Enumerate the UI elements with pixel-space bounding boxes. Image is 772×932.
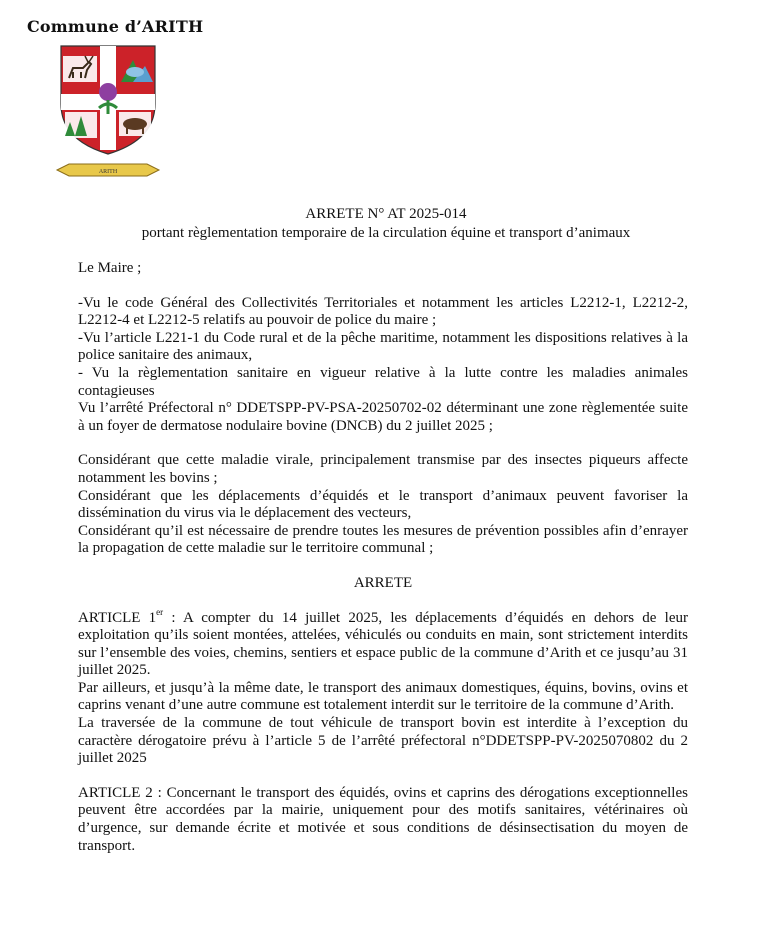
decree-body bbox=[78, 260, 688, 855]
considerant-item: Considérant que cette maladie virale, principalement transmise par des insectes piqueurs affecte notamment les bovins ; bbox=[78, 452, 688, 486]
article-2-text: : Concernant le transport des équidés, ovins et caprins des dérogations exceptionnelles peuvent être accordées par la mairie, uniquement pour des motifs sanitaires, vétérinaires où d’urgence, sur demande écrite et motivée et sous conditions de désinsectisation du moyen de transport. bbox=[78, 784, 688, 854]
arrete-heading: ARRETE bbox=[353, 574, 413, 591]
commune-name: Commune d’ARITH bbox=[27, 17, 204, 36]
decree-number: ARRETE N° AT 2025-014 bbox=[305, 206, 467, 222]
vu-item: Vu l’arrêté Préfectoral n° DDETSPP-PV-PSA-20250702-02 déterminant une zone règlementée suite à un foyer de dermatose nodulaire bovine (DNCB) du 2 juillet 2025 ; bbox=[78, 400, 688, 434]
article-1-sup: er bbox=[156, 606, 164, 617]
article-2 bbox=[78, 785, 688, 855]
coat-of-arms-image bbox=[55, 42, 161, 182]
article-1-paragraph-2: Par ailleurs, et jusqu’à la même date, le transport des animaux domestiques, équins, bovins, ovins et caprins venant d’une autre commune est totalement interdit sur le territoire de la commune d’Arith. bbox=[78, 679, 688, 714]
vu-item: -Vu l’article L221-1 du Code rural et de la pêche maritime, notamment les dispositions relatives à la police sanitaire des animaux, bbox=[78, 329, 688, 364]
mayor-line: Le Maire ; bbox=[78, 260, 142, 276]
article-1-label: ARTICLE 1 bbox=[78, 609, 157, 626]
considerant-item: Considérant qu’il est nécessaire de prendre toutes les mesures de prévention possibles afin d’enrayer la propagation de cette maladie sur le territoire communal ; bbox=[78, 522, 688, 557]
article-1 bbox=[78, 606, 688, 680]
article-1-paragraph-3: La traversée de la commune de tout véhicule de transport bovin est interdite à l’exception du caractère dérogatoire prévu à l’article 5 de l’arrêté préfectoral n°DDETSPP-PV-2025070802 du 2 juillet 2025 bbox=[78, 715, 688, 767]
considerant-item: Considérant que les déplacements d’équidés et le transport d’animaux peuvent favoriser la dissémination du virus via le déplacement des vecteurs, bbox=[78, 487, 688, 522]
vu-item: - Vu la règlementation sanitaire en vigueur relative à la lutte contre les maladies animales contagieuses bbox=[78, 364, 688, 399]
decree-title bbox=[0, 205, 772, 243]
decree-subject: portant règlementation temporaire de la circulation équine et transport d’animaux bbox=[141, 225, 631, 241]
article-2-label: ARTICLE 2 bbox=[78, 784, 153, 801]
article-1-text: : A compter du 14 juillet 2025, les déplacements d’équidés en dehors de leur exploitation qu’ils soient montées, attelées, véhiculés ou conduits en main, sont strictement interdits sur l’ensemble des voies, chemins, sentiers et espace public de la commune d’Arith et ce jusqu’au 31 juillet 2025. bbox=[78, 609, 688, 679]
crest-ribbon-text: ARITH bbox=[98, 169, 118, 175]
vu-item: -Vu le code Général des Collectivités Territoriales et notamment les articles L2212-1, L2212-2, L2212-4 et L2212-5 relatifs au pouvoir de police du maire ; bbox=[78, 294, 688, 329]
